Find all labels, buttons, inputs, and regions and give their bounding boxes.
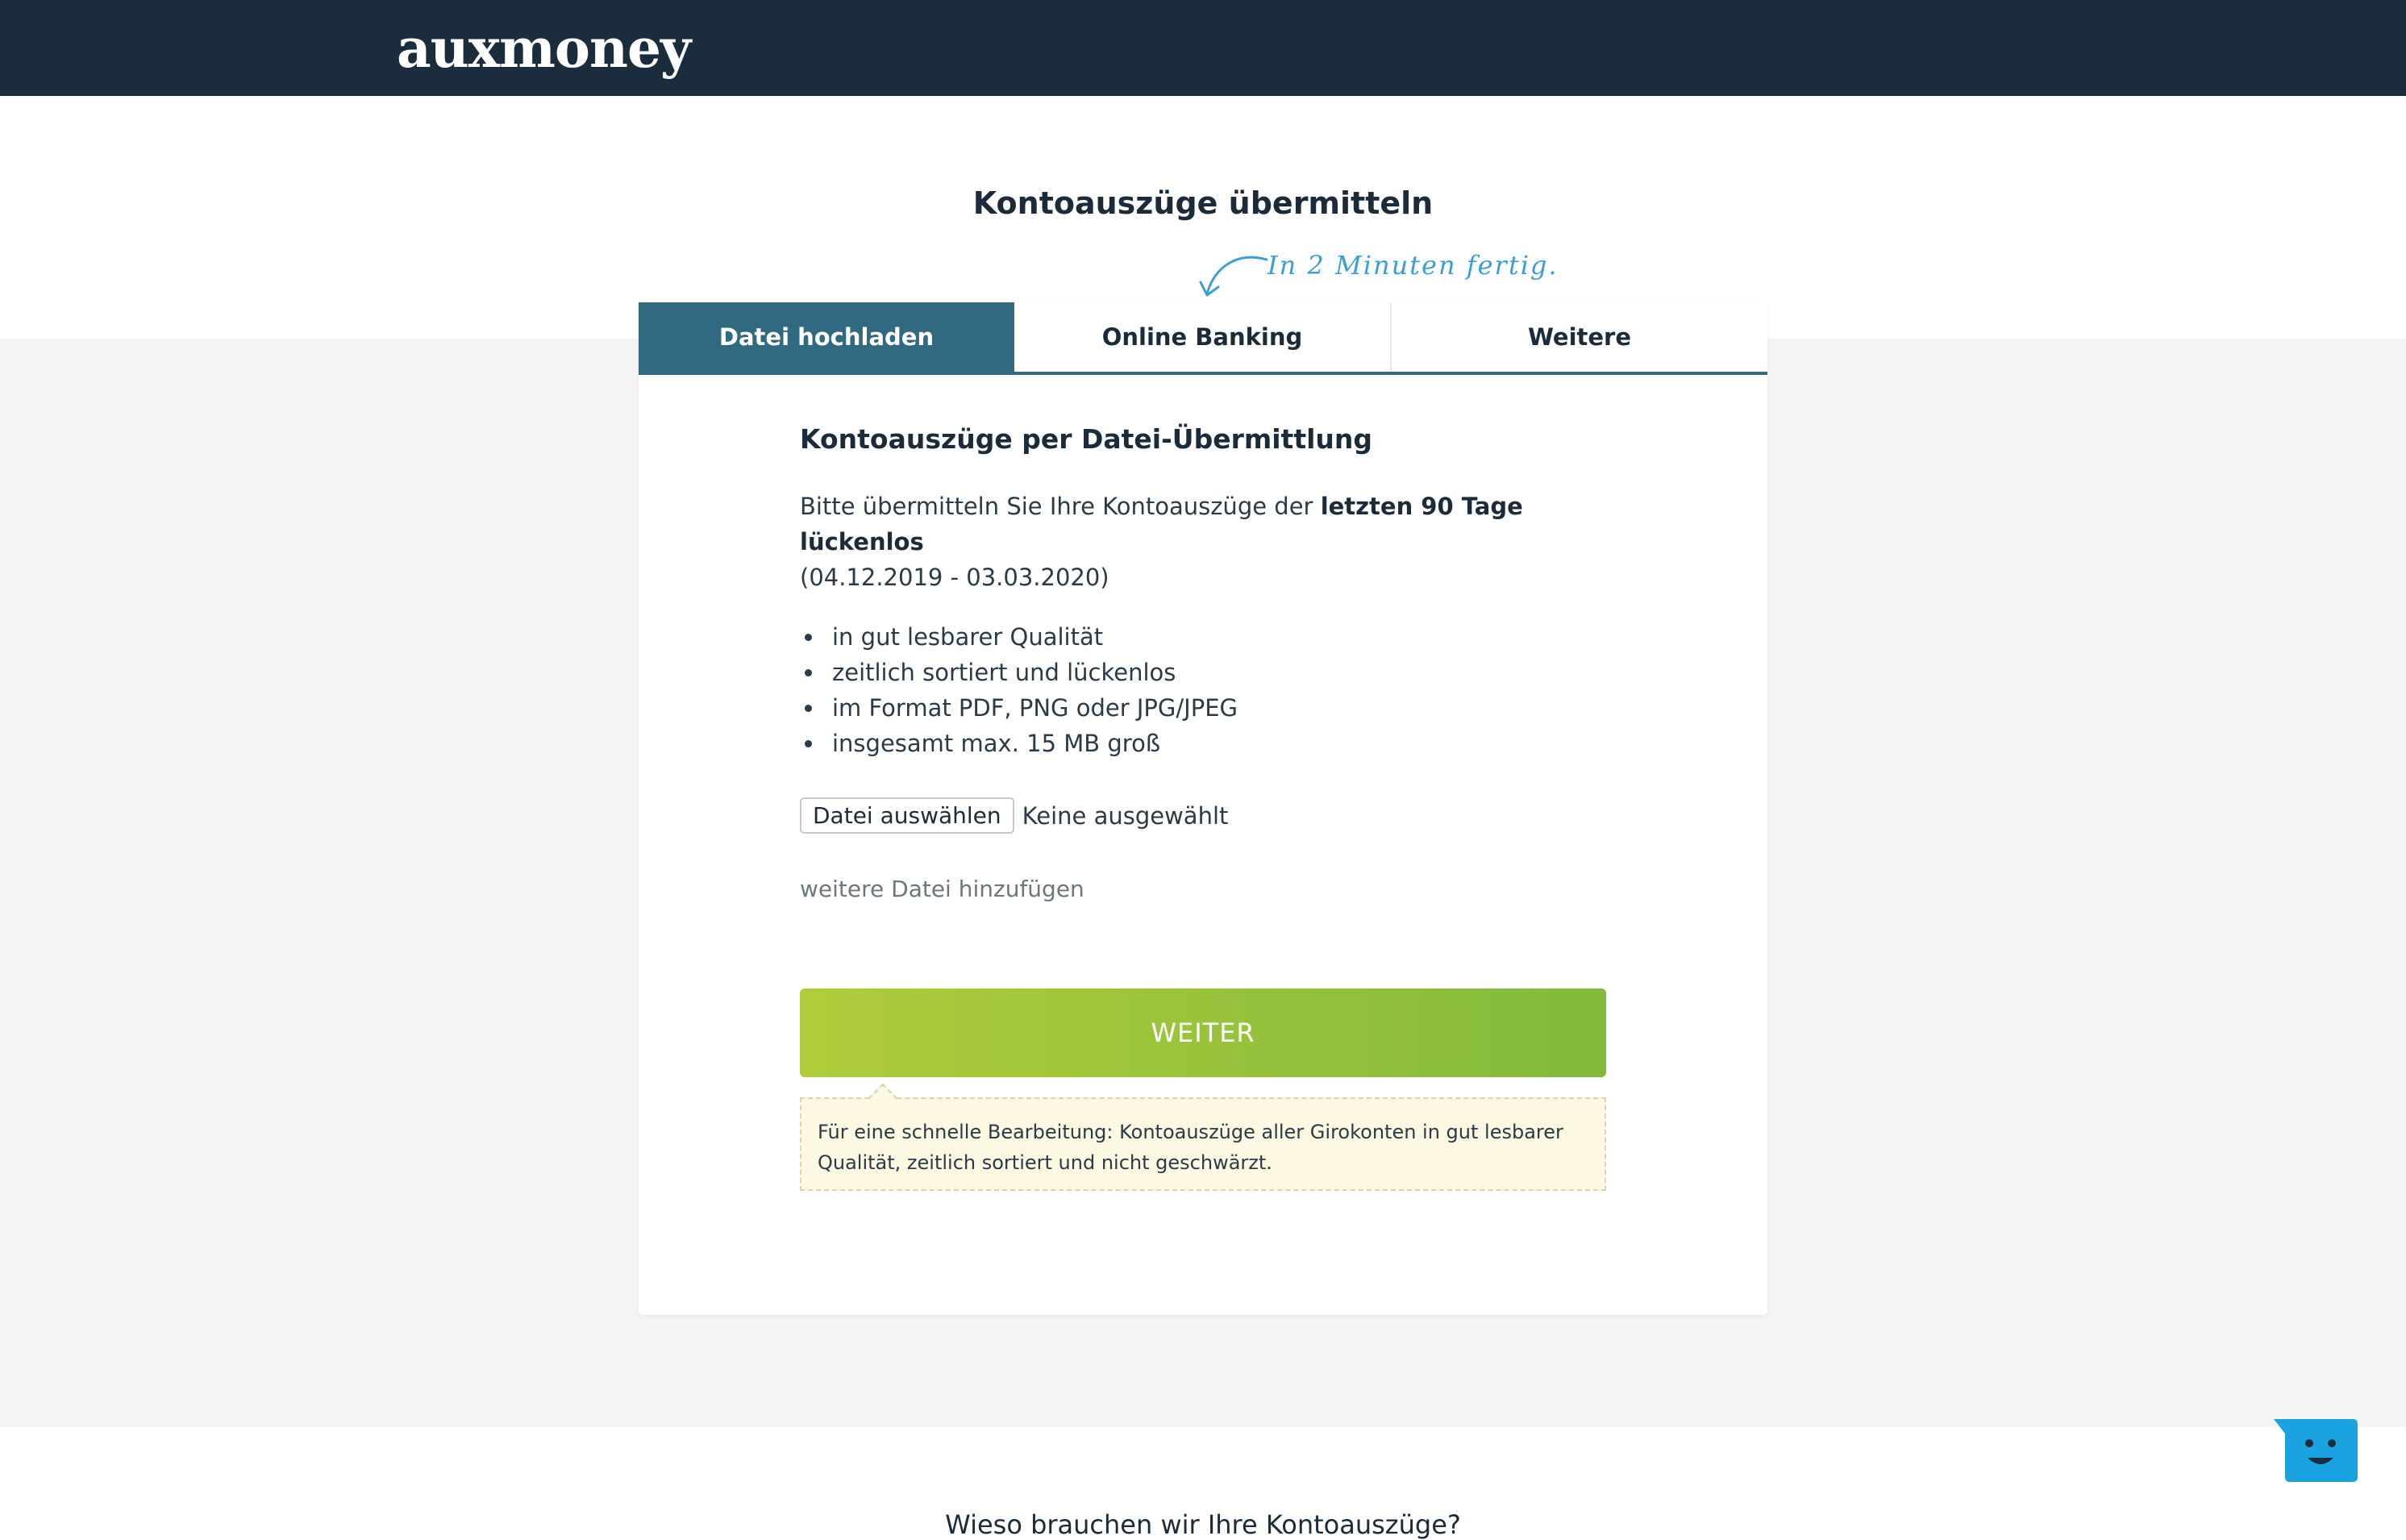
intro-text [800, 489, 1606, 595]
tab-bar [639, 302, 1767, 375]
upload-content [800, 423, 1606, 902]
list-item: im Format PDF, PNG oder JPG/JPEG [800, 690, 1606, 726]
top-header [0, 0, 2406, 96]
hint-text: In 2 Minuten fertig. [1268, 250, 1559, 281]
chat-bubble-smiley-icon[interactable] [2274, 1419, 2358, 1482]
choose-file-button[interactable]: Datei auswählen [800, 797, 1014, 834]
list-item: zeitlich sortiert und lückenlos [800, 655, 1606, 690]
tip-box: Für eine schnelle Bearbeitung: Kontoauszüge aller Girokonten in gut lesbarer Qualität, zeitlich sortiert und nicht geschwärzt. [800, 1097, 1606, 1191]
date-range: (04.12.2019 - 03.03.2020) [800, 564, 1109, 591]
intro-bold: letzten 90 Tage lückenlos [800, 493, 1523, 556]
page-title: Kontoauszüge übermitteln [972, 185, 1434, 221]
requirements-list [800, 619, 1606, 761]
tab-datei-hochladen[interactable]: Datei hochladen [639, 302, 1014, 372]
weiter-button[interactable]: WEITER [800, 989, 1606, 1077]
bottom-heading: Wieso brauchen wir Ihre Kontoauszüge? [945, 1509, 1461, 1540]
file-input-row [800, 797, 1606, 834]
upload-card [639, 302, 1767, 1315]
section-title: Kontoauszüge per Datei-Übermittlung [800, 423, 1373, 455]
tab-online-banking[interactable]: Online Banking [1014, 302, 1392, 372]
list-item: insgesamt max. 15 MB groß [800, 726, 1606, 761]
tab-weitere[interactable]: Weitere [1392, 302, 1767, 372]
file-status: Keine ausgewählt [1022, 801, 1229, 830]
add-file-link[interactable]: weitere Datei hinzufügen [800, 876, 1084, 902]
intro-prefix: Bitte übermitteln Sie Ihre Kontoauszüge der [800, 493, 1313, 520]
curved-arrow-icon [1197, 252, 1270, 302]
auxmoney-logo[interactable]: auxmoney [397, 17, 691, 80]
list-item: in gut lesbarer Qualität [800, 619, 1606, 655]
